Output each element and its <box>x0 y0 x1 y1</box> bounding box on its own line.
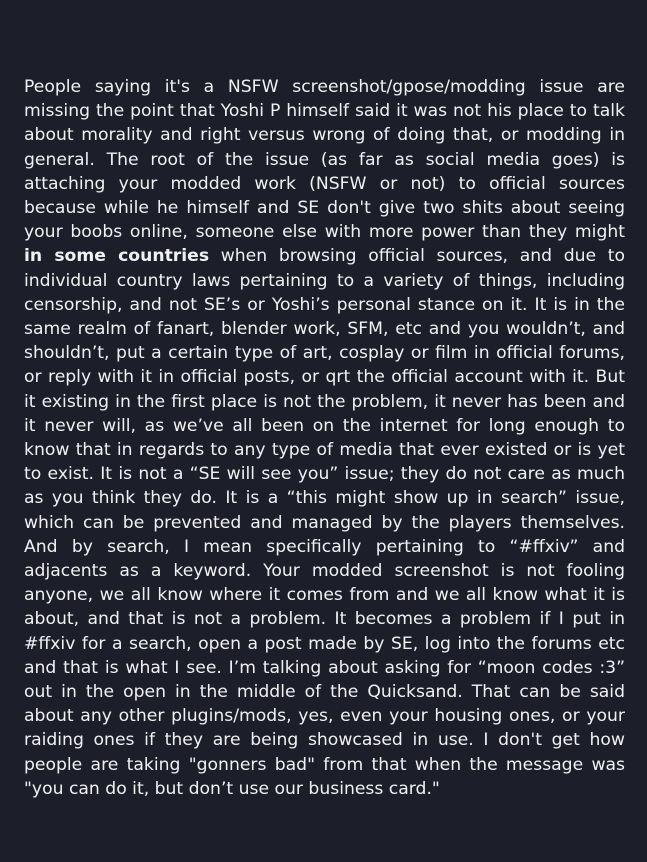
post-body <box>24 75 625 801</box>
post-text-part-1: People saying it's a NSFW screenshot/gpose/modding issue are missing the point that Yoshi P himself said it was not his place to talk about morality and right versus wrong of doing that, or modding in general. The root of the issue (as far as social media goes) is attaching your modded work (NSFW or not) to official sources because while he himself and SE don't give two shits about seeing your boobs online, someone else with more power than they might <box>24 77 625 243</box>
post-text-part-2: when browsing official sources, and due to individual country laws pertaining to a variety of things, including censorship, and not SE’s or Yoshi’s personal stance on it. It is in the same realm of fanart, blender work, SFM, etc and you wouldn’t, and shouldn’t, put a certain type of art, cosplay or film in official forums, or reply with it in official posts, or qrt the official account with it. But it existing in the first place is not the problem, it never has been and it never will, as we’ve all been on the internet for long enough to know that in regards to any type of media that ever existed or is yet to exist. It is not a “SE will see you” issue; they do not care as much as you think they do. It is a “this might show up in search” issue, which can be prevented and managed by the players themselves. And by search, I mean specifically pertaining to “#ffxiv” and adjacents as a keyword. Your modded screenshot is not fooling anyone, we all know where it comes from and we all know what it is about, and that is not a problem. It becomes a problem if I put in #ffxiv for a search, open a post made by SE, log into the forums etc and that is what I see. I’m talking about asking for “moon codes :3” out in the open in the middle of the Quicksand. That can be said about any other plugins/mods, yes, even your housing ones, or your raiding ones if they are being showcased in use. I don't get how people are taking "gonners bad" from that when the message was "you can do it, but don’t use our business card." <box>24 246 626 799</box>
post-emphasis: in some countries <box>24 246 210 267</box>
